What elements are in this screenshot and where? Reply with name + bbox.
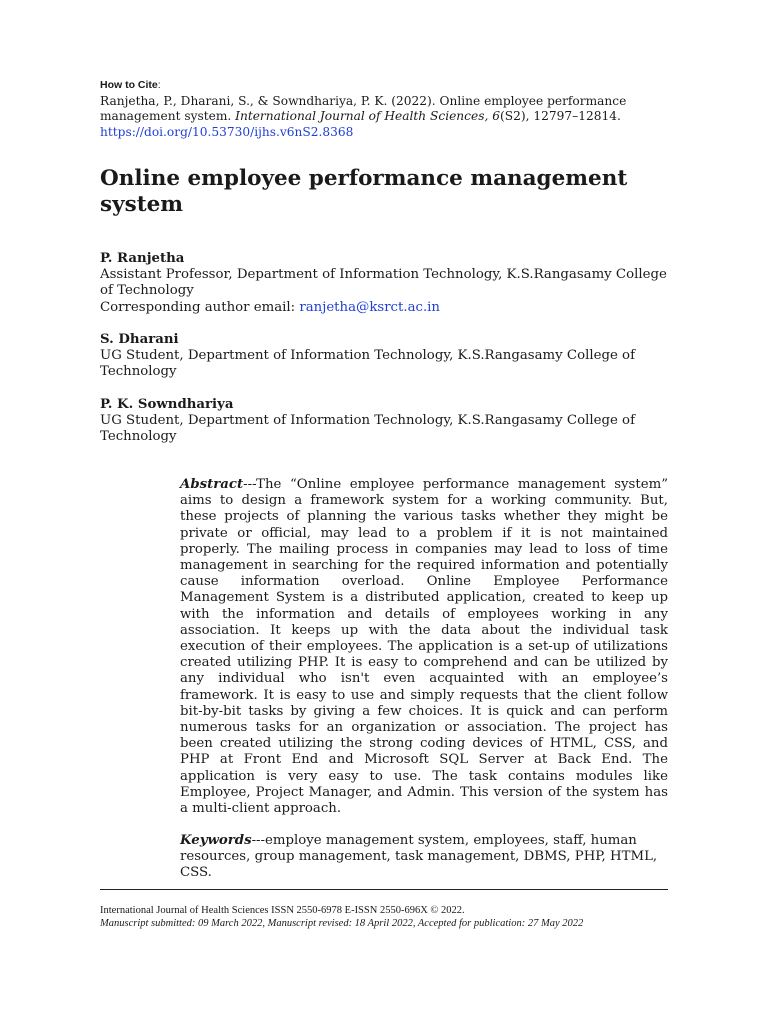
corresponding-email-line — [100, 300, 675, 316]
author-block-2 — [100, 332, 675, 381]
keywords-paragraph — [180, 833, 668, 882]
abstract-paragraph — [180, 477, 668, 817]
citation-authors-title: Ranjetha, P., Dharani, S., & Sowndhariya, P. K. (2022). Online employee performance management system. — [100, 93, 627, 123]
abstract-text: ---The “Online employee performance management system” aims to design a framework system for a working community. But, these projects of planning the various tasks whether they might be private or official, may lead to a problem if it is not maintained properly. The mailing process in companies may lead to loss of time management in searching for the required information and potentially cause information overload. Online Employee Performance Management System is a distributed application, created to keep up with the information and details of employees working in any association. It keeps up with the data about the individual task execution of their employees. The application is a set-up of utilizations created utilizing PHP. It is easy to comprehend and can be utilized by any individual who isn't even acquainted with an employee’s framework. It is easy to use and simply requests that the client follow bit-by-bit tasks by giving a few choices. It is quick and can perform numerous tasks for an organization or association. The project has been created utilizing the strong coding devices of HTML, CSS, and PHP at Front End and Microsoft SQL Server at Back End. The application is very easy to use. The task contains modules like Employee, Project Manager, and Admin. This version of the system has a multi-client approach. — [180, 477, 668, 817]
how-to-cite-colon: : — [157, 79, 161, 91]
journal-issn-line: International Journal of Health Sciences ISSN 2550-6978 E-ISSN 2550-696X © 2022. — [100, 905, 465, 916]
author-affiliation: UG Student, Department of Information Technology, K.S.Rangasamy College of Technology — [100, 348, 635, 380]
how-to-cite-block — [100, 77, 660, 140]
journal-footer — [100, 904, 700, 930]
author-affiliation: Assistant Professor, Department of Information Technology, K.S.Rangasamy College of Technology — [100, 267, 667, 299]
footer-divider — [100, 889, 668, 890]
citation-issue-pages: (S2), 12797–12814. — [499, 109, 621, 123]
manuscript-dates-line: Manuscript submitted: 09 March 2022, Manuscript revised: 18 April 2022, Accepted for publication: 27 May 2022 — [100, 918, 584, 929]
how-to-cite-label: How to Cite — [100, 79, 158, 91]
abstract-label: Abstract — [180, 477, 244, 492]
keywords-text: ---employe management system, employees, staff, human resources, group management, task management, DBMS, PHP, HTML, CSS. — [180, 833, 658, 881]
author-name: S. Dharani — [100, 332, 179, 347]
paper-title: Online employee performance management system — [100, 166, 628, 217]
how-to-cite-heading — [100, 77, 660, 94]
citation-doi-link[interactable]: https://doi.org/10.53730/ijhs.v6nS2.8368 — [100, 124, 354, 139]
author-block-3 — [100, 397, 675, 446]
author-affiliation: UG Student, Department of Information Technology, K.S.Rangasamy College of Technology — [100, 413, 635, 445]
author-name: P. Ranjetha — [100, 251, 185, 266]
author-email-link[interactable]: ranjetha@ksrct.ac.in — [299, 299, 440, 315]
citation-reference — [100, 94, 660, 141]
keywords-label: Keywords — [180, 833, 252, 848]
email-label: Corresponding author email: — [100, 299, 300, 315]
author-block-1 — [100, 251, 675, 316]
citation-journal: International Journal of Health Sciences, 6 — [235, 109, 500, 123]
author-name: P. K. Sowndhariya — [100, 397, 234, 412]
